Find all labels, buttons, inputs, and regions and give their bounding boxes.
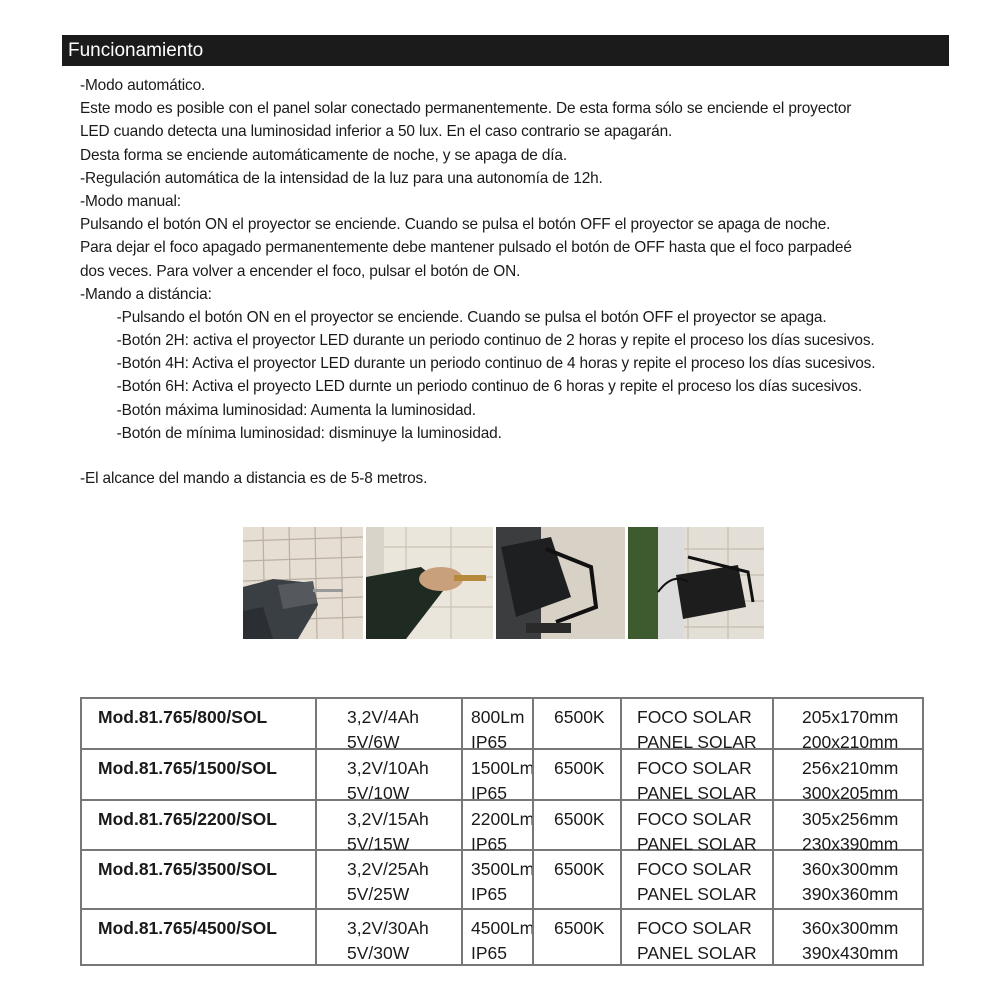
dim-cell: 360x300mm 390x360mm [772, 851, 922, 908]
model-cell: Mod.81.765/3500/SOL [98, 859, 277, 879]
temp-cell: 6500K [532, 851, 620, 908]
type-cell: FOCO SOLAR PANEL SOLAR [620, 801, 772, 849]
model-cell: Mod.81.765/4500/SOL [98, 918, 277, 938]
lumen-cell: 2200Lm IP65 [461, 801, 532, 849]
type-cell: FOCO SOLAR PANEL SOLAR [620, 910, 772, 964]
table-row [82, 851, 922, 910]
text-line: -Modo manual: [80, 192, 181, 210]
text-line: Este modo es posible con el panel solar conectado permanentemente. De esta forma sólo se enciende el proyector [80, 100, 852, 118]
lumen-cell: 4500Lm IP65 [461, 910, 532, 964]
bracket-photo [496, 527, 625, 639]
lumen-cell: 800Lm IP65 [461, 699, 532, 748]
temp-cell: 6500K [532, 910, 620, 964]
section-title: Funcionamiento [68, 40, 204, 61]
table-row [82, 910, 922, 964]
text-line: -Botón 2H: activa el proyector LED durante un periodo continuo de 2 horas y repite el proceso los días sucesivos. [116, 332, 875, 350]
dim-cell: 305x256mm 230x390mm [772, 801, 922, 849]
table-row [82, 750, 922, 801]
power-cell: 3,2V/10Ah 5V/10W [315, 750, 461, 799]
text-line: Desta forma se enciende automáticamente de noche, y se apaga de día. [80, 146, 567, 164]
temp-cell: 6500K [532, 750, 620, 799]
text-line: -Regulación automática de la intensidad de la luz para una autonomía de 12h. [80, 169, 603, 187]
model-cell: Mod.81.765/800/SOL [98, 707, 268, 727]
dim-cell: 256x210mm 300x205mm [772, 750, 922, 799]
table-row [82, 801, 922, 854]
spec-table [80, 697, 924, 966]
text-line: -Mando a distáncia: [80, 285, 212, 303]
model-cell: Mod.81.765/1500/SOL [98, 758, 277, 778]
power-cell: 3,2V/4Ah 5V/6W [315, 699, 461, 748]
section-header [62, 35, 949, 66]
instructions-text [80, 74, 960, 490]
model-cell: Mod.81.765/2200/SOL [98, 809, 277, 829]
type-cell: FOCO SOLAR PANEL SOLAR [620, 851, 772, 908]
type-cell: FOCO SOLAR PANEL SOLAR [620, 750, 772, 799]
text-line: LED cuando detecta una luminosidad inferior a 50 lux. En el caso contrario se apagarán. [80, 123, 673, 141]
mounted-projector-photo [628, 527, 764, 639]
text-line: -Botón máxima luminosidad: Aumenta la luminosidad. [116, 401, 476, 419]
lumen-cell: 1500Lm IP65 [461, 750, 532, 799]
type-cell: FOCO SOLAR PANEL SOLAR [620, 699, 772, 748]
installation-photos [243, 527, 764, 639]
table-row [82, 699, 922, 750]
power-cell: 3,2V/30Ah 5V/30W [315, 910, 461, 964]
temp-cell: 6500K [532, 699, 620, 748]
text-line: dos veces. Para volver a encender el foco, pulsar el botón de ON. [80, 262, 521, 280]
text-line: Para dejar el foco apagado permanentemente debe mantener pulsado el botón de OFF hasta que el foco parpadeé [80, 239, 852, 257]
dim-cell: 205x170mm 200x210mm [772, 699, 922, 748]
text-line: -Botón 6H: Activa el proyecto LED durnte un periodo continuo de 6 horas y repite el proceso los días sucesivos. [116, 378, 862, 396]
text-line: -Botón 4H: Activa el proyector LED durante un periodo continuo de 4 horas y repite el proceso los días sucesivos. [116, 355, 876, 373]
text-line: -Pulsando el botón ON en el proyector se enciende. Cuando se pulsa el botón OFF el proyector se apaga. [116, 308, 827, 326]
temp-cell: 6500K [532, 801, 620, 849]
text-line: Pulsando el botón ON el proyector se enciende. Cuando se pulsa el botón OFF el proyector se apaga de noche. [80, 216, 831, 234]
dim-cell: 360x300mm 390x430mm [772, 910, 922, 964]
power-cell: 3,2V/15Ah 5V/15W [315, 801, 461, 849]
drill-photo [243, 527, 363, 639]
text-line: -Botón de mínima luminosidad: disminuye la luminosidad. [116, 424, 502, 442]
text-line: -El alcance del mando a distancia es de 5-8 metros. [80, 470, 428, 487]
anchor-photo [366, 527, 492, 639]
lumen-cell: 3500Lm IP65 [461, 851, 532, 908]
power-cell: 3,2V/25Ah 5V/25W [315, 851, 461, 908]
text-line: -Modo automático. [80, 77, 206, 94]
